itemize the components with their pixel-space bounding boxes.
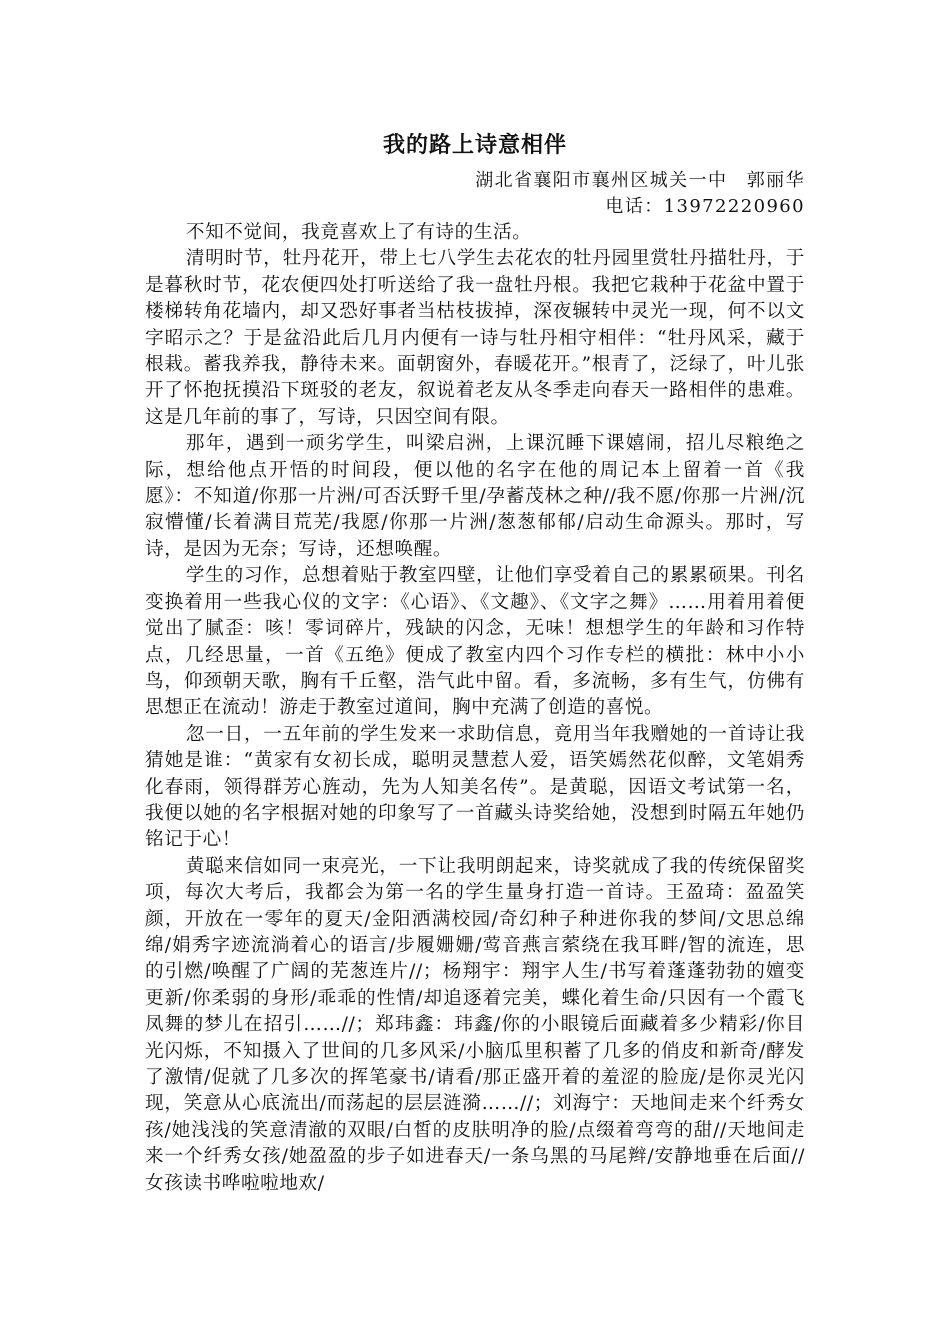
phone-line: 电话：13972220960 <box>605 196 805 217</box>
author-line: 湖北省襄阳市襄州区城关一中 郭丽华 <box>475 170 805 191</box>
paragraph: 那年，遇到一顽劣学生，叫梁启洲，上课沉睡下课嬉闹，招儿尽粮绝之际，想给他点开悟的时间段，便以他的名字在他的周记本上留着一首《我愿》：不知道/你那一片洲/可否沃野千里/孕蓄茂林之种//我不愿/你那一片洲/沉寂懵懂/长着满目荒芜/我愿/你那一片洲/葱葱郁郁/启动生命源头。那时，写诗，是因为无奈；写诗，还想唤醒。 <box>145 433 805 560</box>
paragraph: 忽一日，一五年前的学生发来一求助信息，竟用当年我赠她的一首诗让我猜她是谁：“黄家有女初长成，聪明灵慧惹人爱，语笑嫣然花似醉，文笔娟秀化春雨，领得群芳心旌动，先为人知美名传”。是黄聪，因语文考试第一名，我便以她的名字根据对她的印象写了一首藏头诗奖给她，没想到时隔五年她仍铭记于心！ <box>145 723 805 851</box>
document-title: 我的路上诗意相伴 <box>382 132 567 158</box>
document-body <box>145 220 805 1197</box>
document-page <box>145 130 805 1197</box>
paragraph: 不知不觉间，我竟喜欢上了有诗的生活。 <box>185 222 532 243</box>
paragraph: 清明时节，牡丹花开，带上七八学生去花农的牡丹园里赏牡丹描牡丹，于是暮秋时节，花农便四处打听送给了我一盘牡丹根。我把它栽种于花盆中置于楼梯转角花墙内，却又恐好事者当枯枝拔掉，深夜辗转中灵光一现，何不以文字昭示之？于是盆沿此后几月内便有一诗与牡丹相守相伴：“牡丹风采，藏于根栽。蓄我养我，静待未来。面朝窗外，春暖花开。”根青了，泛绿了，叶儿张开了怀抱抚摸沿下斑驳的老友，叙说着老友从冬季走向春天一路相伴的患难。这是几年前的事了，写诗，只因空间有限。 <box>145 248 805 428</box>
paragraph: 学生的习作，总想着贴于教室四壁，让他们享受着自己的累累硕果。刊名变换着用一些我心仪的文字：《心语》、《文趣》、《文字之舞》……用着用着便觉出了腻歪：咳！零词碎片，残缺的闪念，无味！想想学生的年龄和习作特点，几经思量，一首《五绝》便成了教室内四个习作专栏的横批：林中小小鸟，仰颈朝天歌，胸有千丘壑，浩气此中留。看，多流畅，多有生气，仿佛有思想正在流动！游走于教室过道间，胸中充满了创造的喜悦。 <box>145 565 805 719</box>
paragraph: 黄聪来信如同一束亮光，一下让我明朗起来，诗奖就成了我的传统保留奖项，每次大考后，我都会为第一名的学生量身打造一首诗。王盈琦：盈盈笑颜，开放在一零年的夏天/金阳洒满校园/奇幻种子种进你我的梦间/文思总绵绵/娟秀字迹流淌着心的语言/步履姗姗/莺音燕言萦绕在我耳畔/智的流连，思的引燃/唤醒了广阔的芜葱连片//；杨翔宇：翔宇人生/书写着蓬蓬勃勃的嬗变更新/你柔弱的身形/乖乖的性情/却追逐着完美，蝶化着生命/只因有一个霞飞凤舞的梦儿在招引……//；郑玮鑫：玮鑫/你的小眼镜后面藏着多少精彩/你目光闪烁，不知摄入了世间的几多风采/小脑瓜里积蓄了几多的俏皮和新奇/酵发了激情/促就了几多次的挥笔豪书/请看/那正盛开着的羞涩的脸庞/是你灵光闪现，笑意从心底流出/而荡起的层层涟漪……//；刘海宁：天地间走来个纤秀女孩/她浅浅的笑意清澈的双眼/白皙的皮肤明净的脸/点缀着弯弯的甜//天地间走来一个纤秀女孩/她盈盈的步子如进春天/一条乌黑的马尾辫/安静地垂在后面//女孩读书哗啦啦地欢/ <box>145 855 805 1194</box>
